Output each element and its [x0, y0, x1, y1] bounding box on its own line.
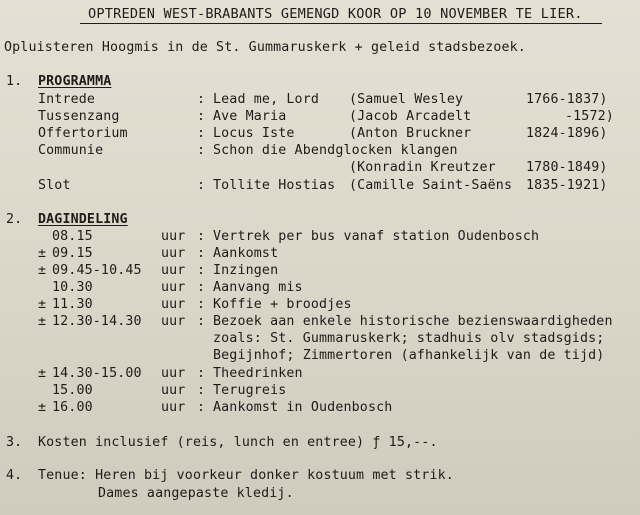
section-number-programma: 1. [6, 74, 23, 89]
schedule-activity: Koffie + broodjes [213, 297, 352, 312]
schedule-unit: uur [161, 314, 186, 329]
schedule-colon: : [197, 400, 206, 415]
schedule-unit: uur [161, 246, 186, 261]
document-subtitle: Opluisteren Hoogmis in de St. Gummaruskerk + geleid stadsbezoek. [4, 40, 526, 55]
tenue-line-1: Tenue: Heren bij voorkeur donker kostuum met strik. [38, 468, 454, 483]
schedule-unit: uur [161, 400, 186, 415]
schedule-colon: : [197, 263, 206, 278]
schedule-time: 09.45-10.45 [52, 263, 142, 278]
schedule-activity: Aanvang mis [213, 280, 303, 295]
programma-years: 1766-1837) [526, 92, 608, 107]
schedule-colon: : [197, 280, 206, 295]
schedule-activity-continued: zoals: St. Gummaruskerk; stadhuis olv stadsgids; [213, 331, 605, 346]
schedule-unit: uur [161, 280, 186, 295]
programma-piece: Locus Iste [213, 126, 295, 141]
document-title: OPTREDEN WEST-BRABANTS GEMENGD KOOR OP 10 NOVEMBER TE LIER. [88, 6, 583, 22]
schedule-time: 11.30 [52, 297, 93, 312]
programma-colon: : [197, 178, 206, 193]
schedule-time: 09.15 [52, 246, 93, 261]
schedule-approx: ± [38, 400, 47, 415]
programma-colon: : [197, 109, 206, 124]
programma-composer: (Samuel Wesley [349, 92, 464, 107]
schedule-colon: : [197, 297, 206, 312]
schedule-colon: : [197, 229, 206, 244]
programma-composer: (Anton Bruckner [349, 126, 472, 141]
programma-composer: (Konradin Kreutzer [349, 160, 496, 175]
schedule-activity: Theedrinken [213, 366, 303, 381]
schedule-activity-continued: Begijnhof; Zimmertoren (afhankelijk van de tijd) [213, 348, 605, 363]
section-number-kosten: 3. [6, 435, 23, 450]
schedule-unit: uur [161, 383, 186, 398]
section-number-tenue: 4. [6, 468, 23, 483]
programma-composer: (Jacob Arcadelt [349, 109, 472, 124]
programma-years: -1572) [565, 109, 614, 124]
programma-colon: : [197, 92, 206, 107]
schedule-unit: uur [161, 297, 186, 312]
schedule-activity: Aankomst in Oudenbosch [213, 400, 393, 415]
section-number-dagindeling: 2. [6, 212, 23, 227]
programma-piece: Tollite Hostias [213, 178, 336, 193]
schedule-activity: Terugreis [213, 383, 287, 398]
programma-part: Intrede [38, 92, 96, 107]
programma-colon: : [197, 143, 206, 158]
schedule-activity: Inzingen [213, 263, 279, 278]
programma-part: Offertorium [38, 126, 128, 141]
schedule-approx: ± [38, 366, 47, 381]
schedule-colon: : [197, 366, 206, 381]
schedule-time: 16.00 [52, 400, 93, 415]
schedule-unit: uur [161, 263, 186, 278]
schedule-approx: ± [38, 246, 47, 261]
kosten-text: Kosten inclusief (reis, lunch en entree) ƒ 15,--. [38, 435, 438, 450]
schedule-activity: Bezoek aan enkele historische bezienswaardigheden [213, 314, 613, 329]
schedule-unit: uur [161, 366, 186, 381]
programma-part: Communie [38, 143, 104, 158]
schedule-colon: : [197, 314, 206, 329]
section-heading-dagindeling: DAGINDELING [38, 212, 128, 227]
schedule-approx: ± [38, 297, 47, 312]
schedule-activity: Aankomst [213, 246, 279, 261]
schedule-colon: : [197, 383, 206, 398]
programma-composer: (Camille Saint-Saëns [349, 178, 513, 193]
programma-part: Tussenzang [38, 109, 120, 124]
schedule-time: 12.30-14.30 [52, 314, 142, 329]
programma-part: Slot [38, 178, 71, 193]
programma-piece: Schon die Abendglocken klangen [213, 143, 458, 158]
programma-colon: : [197, 126, 206, 141]
schedule-time: 10.30 [52, 280, 93, 295]
programma-years: 1835-1921) [526, 178, 608, 193]
schedule-activity: Vertrek per bus vanaf station Oudenbosch [213, 229, 540, 244]
schedule-time: 08.15 [52, 229, 93, 244]
programma-piece: Ave Maria [213, 109, 287, 124]
schedule-colon: : [197, 246, 206, 261]
programma-years: 1780-1849) [526, 160, 608, 175]
section-heading-programma: PROGRAMMA [38, 74, 112, 89]
schedule-time: 15.00 [52, 383, 93, 398]
schedule-approx: ± [38, 314, 47, 329]
programma-piece: Lead me, Lord [213, 92, 320, 107]
tenue-line-2: Dames aangepaste kledij. [98, 486, 294, 501]
schedule-time: 14.30-15.00 [52, 366, 142, 381]
schedule-unit: uur [161, 229, 186, 244]
programma-years: 1824-1896) [526, 126, 608, 141]
schedule-approx: ± [38, 263, 47, 278]
